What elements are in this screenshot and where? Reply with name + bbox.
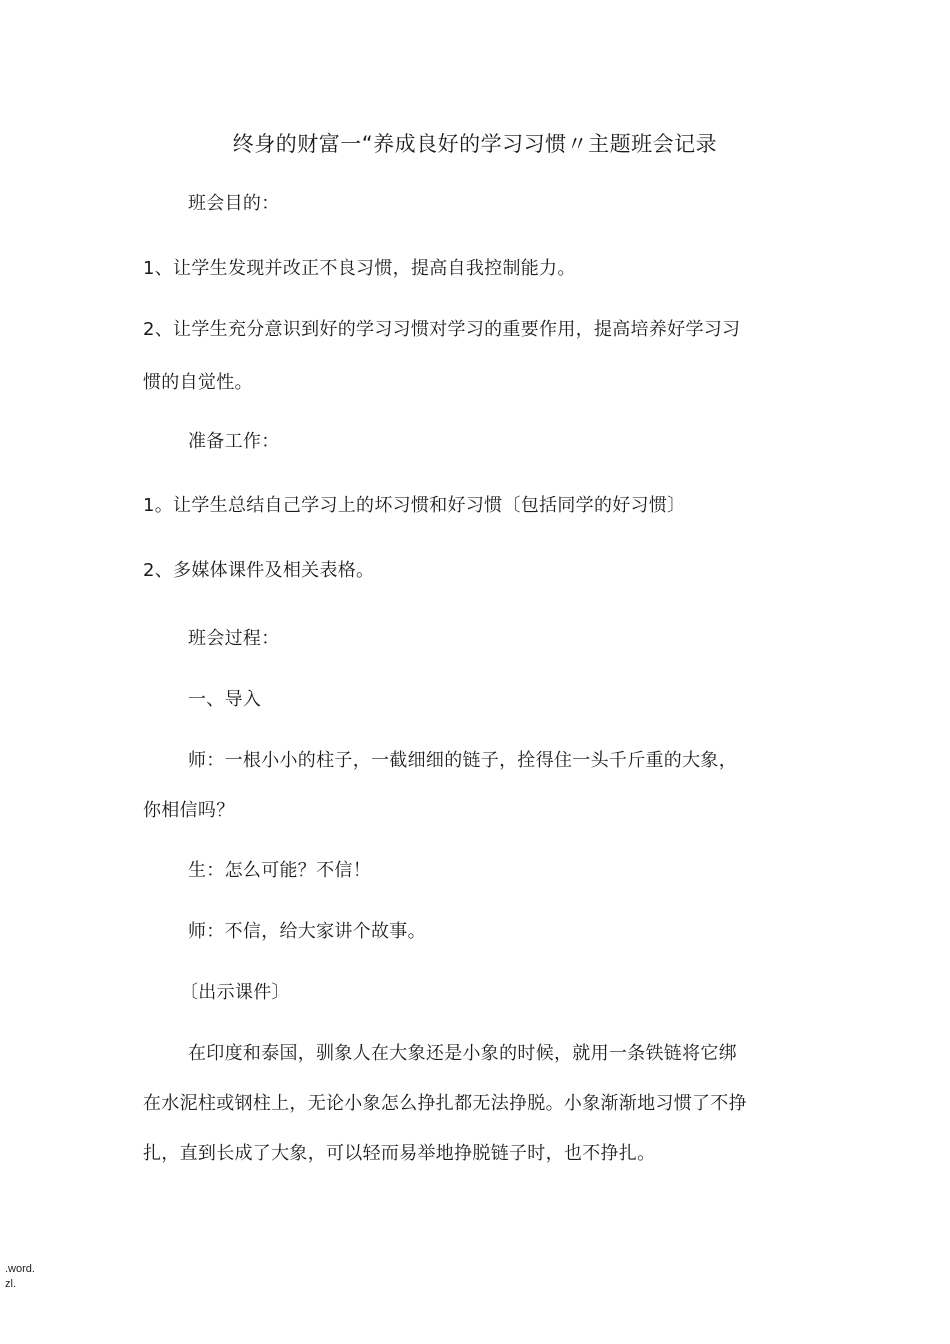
courseware-note: 〔出示课件〕 xyxy=(180,982,290,1003)
goal-item-2-line-2: 惯的自觉性。 xyxy=(143,372,253,393)
prep-item-2: 2、多媒体课件及相关表格。 xyxy=(143,560,375,581)
footer-line-1: .word. xyxy=(5,1263,35,1275)
teacher-line-1-continued: 你相信吗？ xyxy=(143,800,235,821)
teacher-line-1: 师：一根小小的柱子，一截细细的链子，拴得住一头千斤重的大象， xyxy=(188,750,737,771)
goal-item-1: 1、让学生发现并改正不良习惯，提高自我控制能力。 xyxy=(143,258,576,279)
goal-item-2-line-1: 2、让学生充分意识到好的学习习惯对学习的重要作用，提高培养好学习习 xyxy=(143,319,741,340)
prep-item-1: 1。让学生总结自己学习上的坏习惯和好习惯〔包括同学的好习惯〕 xyxy=(143,495,686,516)
teacher-line-2: 师：不信，给大家讲个故事。 xyxy=(188,921,426,942)
footer-line-2: zl. xyxy=(5,1278,16,1290)
section-intro-heading: 一、导入 xyxy=(188,689,262,710)
story-line-2: 在水泥柱或钢柱上，无论小象怎么挣扎都无法挣脱。小象渐渐地习惯了不挣 xyxy=(143,1093,747,1114)
student-line-1: 生：怎么可能？不信！ xyxy=(188,860,371,881)
process-heading: 班会过程： xyxy=(188,628,280,649)
prep-heading: 准备工作： xyxy=(188,431,280,452)
story-line-1: 在印度和泰国，驯象人在大象还是小象的时候，就用一条铁链将它绑 xyxy=(188,1043,737,1064)
goal-heading: 班会目的： xyxy=(188,193,280,214)
story-line-3: 扎，直到长成了大象，可以轻而易举地挣脱链子时，也不挣扎。 xyxy=(143,1143,656,1164)
document-title: 终身的财富一“养成良好的学习习惯〃主题班会记录 xyxy=(232,132,718,156)
